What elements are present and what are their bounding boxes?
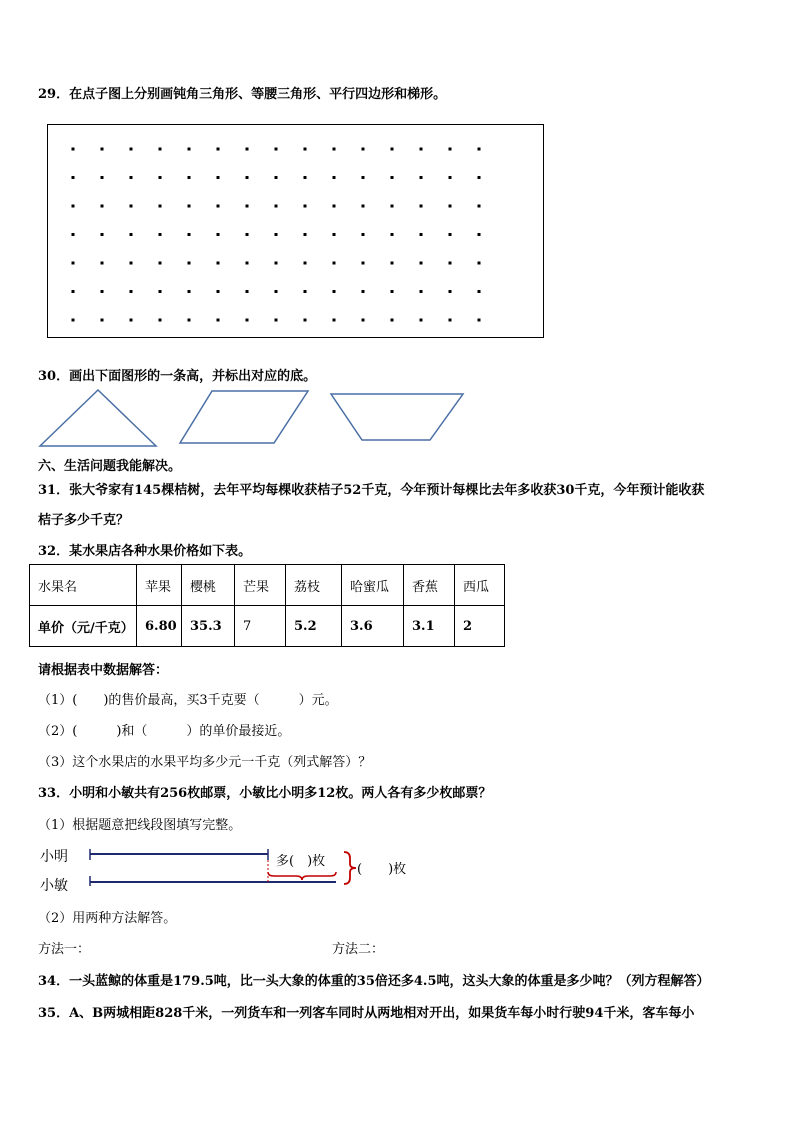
q32-intro: 32．某水果店各种水果价格如下表。 xyxy=(38,544,252,559)
more-label: 多( )枚 xyxy=(276,854,326,869)
grid-dot xyxy=(188,233,191,236)
table-cell: 3.1 xyxy=(404,606,455,647)
grid-dot xyxy=(159,262,162,265)
grid-dot xyxy=(130,319,133,322)
grid-dot xyxy=(362,262,365,265)
grid-dot xyxy=(275,290,278,293)
grid-dot xyxy=(362,148,365,151)
grid-dot xyxy=(101,205,104,208)
grid-dot xyxy=(188,319,191,322)
grid-dot xyxy=(391,290,394,293)
grid-dot xyxy=(159,148,162,151)
grid-dot xyxy=(246,205,249,208)
grid-dot xyxy=(217,319,220,322)
grid-dot xyxy=(304,290,307,293)
grid-dot xyxy=(449,319,452,322)
table-cell: 芒果 xyxy=(235,565,286,606)
method2-label: 方法二： xyxy=(332,942,385,957)
grid-dot xyxy=(101,233,104,236)
grid-dot xyxy=(333,262,336,265)
grid-dot xyxy=(362,205,365,208)
grid-dot xyxy=(130,148,133,151)
table-cell: 5.2 xyxy=(286,606,342,647)
table-cell: 樱桃 xyxy=(182,565,235,606)
grid-dot xyxy=(391,319,394,322)
grid-dot xyxy=(159,176,162,179)
grid-dot xyxy=(101,176,104,179)
grid-dot xyxy=(478,205,481,208)
table-cell: 7 xyxy=(235,606,286,647)
grid-dot xyxy=(217,148,220,151)
grid-dot xyxy=(333,176,336,179)
table-cell: 单价（元/千克） xyxy=(30,606,137,647)
grid-dot xyxy=(449,205,452,208)
label-xiaoming: 小明 xyxy=(40,849,68,865)
grid-dot xyxy=(130,290,133,293)
grid-dot xyxy=(362,290,365,293)
grid-dot xyxy=(420,176,423,179)
grid-dot xyxy=(333,319,336,322)
grid-dot xyxy=(478,233,481,236)
grid-dot xyxy=(420,319,423,322)
grid-dot xyxy=(420,205,423,208)
grid-dot xyxy=(275,205,278,208)
q32-sub3: （3）这个水果店的水果平均多少元一千克（列式解答）？ xyxy=(38,755,372,770)
grid-dot xyxy=(304,262,307,265)
grid-dot xyxy=(478,262,481,265)
grid-dot xyxy=(333,233,336,236)
grid-dot xyxy=(362,176,365,179)
grid-dot xyxy=(391,205,394,208)
grid-dot xyxy=(333,148,336,151)
grid-dot xyxy=(391,262,394,265)
grid-dot xyxy=(188,262,191,265)
table-cell: 西瓜 xyxy=(455,565,505,606)
grid-dot xyxy=(217,290,220,293)
q31-line2: 桔子多少千克？ xyxy=(38,513,130,528)
grid-dot xyxy=(420,290,423,293)
grid-dot xyxy=(449,290,452,293)
shapes-figure xyxy=(36,388,476,450)
grid-dot xyxy=(72,233,75,236)
grid-dot xyxy=(188,176,191,179)
grid-dot xyxy=(246,290,249,293)
parallelogram-shape xyxy=(180,391,308,443)
grid-dot xyxy=(304,319,307,322)
grid-dot xyxy=(449,176,452,179)
grid-dot xyxy=(304,176,307,179)
grid-dot xyxy=(101,290,104,293)
table-cell: 水果名 xyxy=(30,565,137,606)
table-cell: 35.3 xyxy=(182,606,235,647)
dot-grid-points xyxy=(48,125,542,336)
table-cell: 香蕉 xyxy=(404,565,455,606)
table-cell: 3.6 xyxy=(342,606,404,647)
q32-sub2: （2）( )和（ ）的单价最接近。 xyxy=(38,724,291,739)
dot-grid[interactable] xyxy=(47,124,544,338)
table-header-row xyxy=(30,565,505,606)
grid-dot xyxy=(130,176,133,179)
grid-dot xyxy=(391,233,394,236)
grid-dot xyxy=(333,205,336,208)
grid-dot xyxy=(159,290,162,293)
grid-dot xyxy=(159,233,162,236)
grid-dot xyxy=(188,148,191,151)
triangle-shape xyxy=(40,390,156,446)
grid-dot xyxy=(478,148,481,151)
fruit-price-table xyxy=(29,564,505,647)
grid-dot xyxy=(449,148,452,151)
total-label: ( )枚 xyxy=(357,862,407,877)
grid-dot xyxy=(72,148,75,151)
grid-dot xyxy=(246,319,249,322)
grid-dot xyxy=(362,233,365,236)
grid-dot xyxy=(72,290,75,293)
grid-dot xyxy=(362,319,365,322)
grid-dot xyxy=(275,233,278,236)
grid-dot xyxy=(275,176,278,179)
grid-dot xyxy=(159,319,162,322)
trapezoid-shape xyxy=(331,394,463,440)
grid-dot xyxy=(217,205,220,208)
grid-dot xyxy=(130,205,133,208)
grid-dot xyxy=(217,262,220,265)
table-cell: 哈蜜瓜 xyxy=(342,565,404,606)
grid-dot xyxy=(304,233,307,236)
small-brace xyxy=(268,872,336,880)
q30-text: 30．画出下面图形的一条高，并标出对应的底。 xyxy=(38,369,317,384)
q33-sub1: （1）根据题意把线段图填写完整。 xyxy=(38,818,242,833)
grid-dot xyxy=(101,148,104,151)
grid-dot xyxy=(130,262,133,265)
grid-dot xyxy=(420,148,423,151)
q31-line1: 31．张大爷家有145棵桔树，去年平均每棵收获桔子52千克，今年预计每棵比去年多收获30千克，今年预计能收获 xyxy=(38,483,705,498)
q32-sub1: （1）( )的售价最高，买3千克要（ ）元。 xyxy=(38,693,338,708)
q33-sub2: （2）用两种方法解答。 xyxy=(38,911,177,926)
label-xiaomin: 小敏 xyxy=(40,878,68,894)
section-title: 六、生活问题我能解决。 xyxy=(38,459,182,474)
grid-dot xyxy=(420,233,423,236)
method1-label: 方法一： xyxy=(38,942,91,957)
q29-text: 29．在点子图上分别画钝角三角形、等腰三角形、平行四边形和梯形。 xyxy=(38,87,447,102)
q34-text: 34．一头蓝鲸的体重是179.5吨，比一头大象的体重的35倍还多4.5吨，这头大象的体重是多少吨？（列方程解答） xyxy=(38,974,710,989)
q32-prompt: 请根据表中数据解答： xyxy=(38,663,169,678)
table-cell: 6.80 xyxy=(137,606,182,647)
grid-dot xyxy=(478,176,481,179)
grid-dot xyxy=(420,262,423,265)
grid-dot xyxy=(304,148,307,151)
grid-dot xyxy=(188,205,191,208)
grid-dot xyxy=(478,319,481,322)
grid-dot xyxy=(246,148,249,151)
grid-dot xyxy=(449,262,452,265)
grid-dot xyxy=(391,148,394,151)
grid-dot xyxy=(275,262,278,265)
grid-dot xyxy=(101,319,104,322)
table-cell: 苹果 xyxy=(137,565,182,606)
total-brace xyxy=(344,852,356,884)
grid-dot xyxy=(304,205,307,208)
grid-dot xyxy=(333,290,336,293)
table-row xyxy=(30,606,505,647)
grid-dot xyxy=(391,176,394,179)
table-cell: 荔枝 xyxy=(286,565,342,606)
grid-dot xyxy=(449,233,452,236)
q33-text: 33．小明和小敏共有256枚邮票，小敏比小明多12枚。两人各有多少枚邮票？ xyxy=(38,786,492,801)
grid-dot xyxy=(217,233,220,236)
grid-dot xyxy=(217,176,220,179)
grid-dot xyxy=(246,262,249,265)
grid-dot xyxy=(130,233,133,236)
grid-dot xyxy=(246,176,249,179)
grid-dot xyxy=(72,176,75,179)
grid-dot xyxy=(72,319,75,322)
grid-dot xyxy=(275,148,278,151)
grid-dot xyxy=(72,205,75,208)
table-cell: 2 xyxy=(455,606,505,647)
grid-dot xyxy=(246,233,249,236)
grid-dot xyxy=(72,262,75,265)
grid-dot xyxy=(478,290,481,293)
grid-dot xyxy=(188,290,191,293)
grid-dot xyxy=(159,205,162,208)
q35-text: 35．A、B两城相距828千米，一列货车和一列客车同时从两地相对开出，如果货车每小时行驶94千米，客车每小 xyxy=(38,1006,695,1021)
grid-dot xyxy=(101,262,104,265)
grid-dot xyxy=(275,319,278,322)
